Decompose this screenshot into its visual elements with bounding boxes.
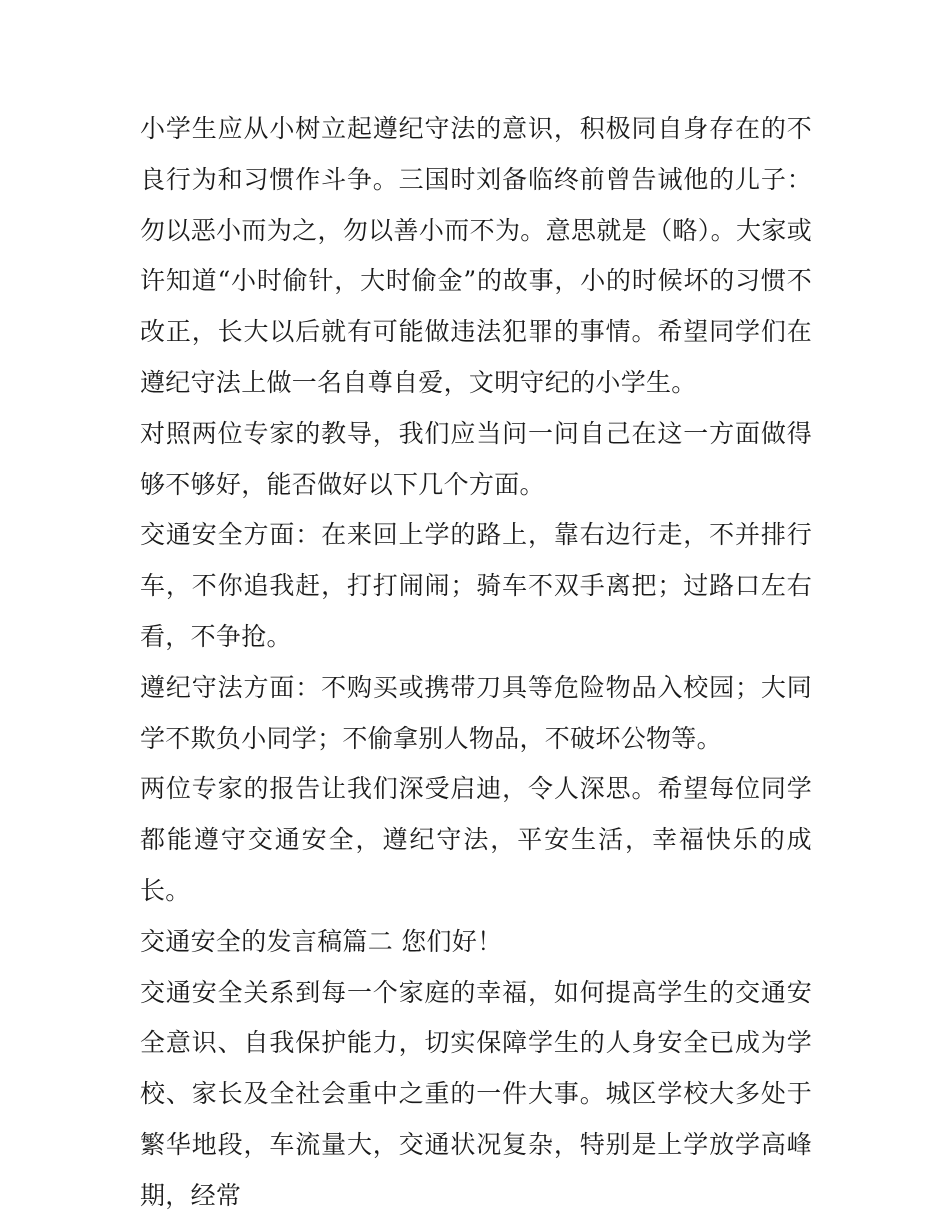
document-body — [140, 104, 812, 1222]
paragraph-1: 小学生应从小树立起遵纪守法的意识，积极同自身存在的不良行为和习惯作斗争。三国时刘备临终前曾告诫他的儿子：勿以恶小而为之，勿以善小而不为。意思就是（略）。大家或许知道“小时偷针，大时偷金”的故事，小的时候坏的习惯不改正，长大以后就有可能做违法犯罪的事情。希望同学们在遵纪守法上做一名自尊自爱，文明守纪的小学生。 — [140, 114, 812, 397]
paragraph-2: 对照两位专家的教导，我们应当问一问自己在这一方面做得够不够好，能否做好以下几个方面。 — [140, 418, 812, 499]
paragraph-4: 遵纪守法方面：不购买或携带刀具等危险物品入校园；大同学不欺负小同学；不偷拿别人物品，不破坏公物等。 — [140, 672, 812, 753]
paragraph-6: 交通安全关系到每一个家庭的幸福，如何提高学生的交通安全意识、自我保护能力，切实保障学生的人身安全已成为学校、家长及全社会重中之重的一件大事。城区学校大多处于繁华地段，车流量大，交通状况复杂，特别是上学放学高峰期，经常 — [140, 977, 812, 1210]
section-heading: 交通安全的发言稿篇二 您们好！ — [140, 926, 503, 956]
paragraph-5: 两位专家的报告让我们深受启迪，令人深思。希望每位同学都能遵守交通安全，遵纪守法，平安生活，幸福快乐的成长。 — [140, 774, 812, 905]
paragraph-3: 交通安全方面：在来回上学的路上，靠右边行走，不并排行车，不你追我赶，打打闹闹；骑车不双手离把；过路口左右看，不争抢。 — [140, 520, 812, 651]
